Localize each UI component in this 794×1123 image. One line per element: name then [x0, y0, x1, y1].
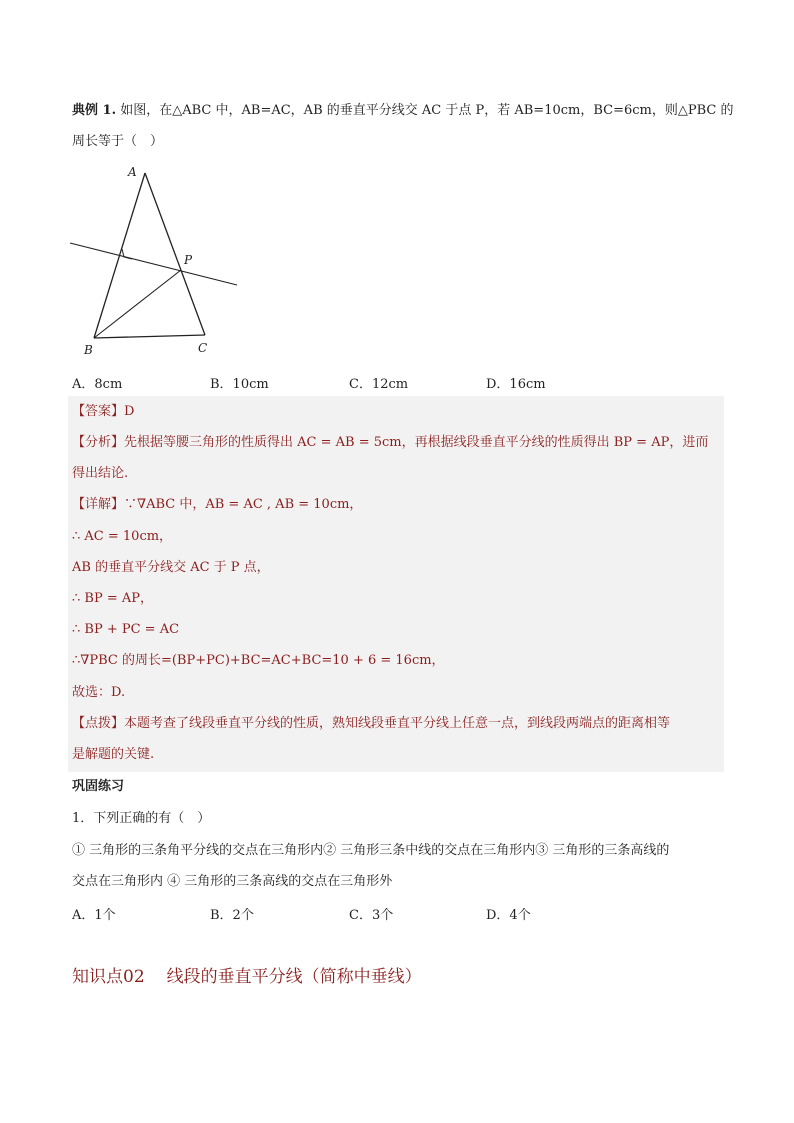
segment-bc: [94, 335, 205, 338]
example-text-2: 周长等于（ ）: [72, 134, 164, 149]
practice-option-c: C．3个: [349, 908, 394, 923]
answer-line: [72, 403, 134, 421]
perpendicular-bisector: [70, 243, 237, 285]
label-c: C: [198, 341, 208, 355]
section-title: 线段的垂直平分线（简称中垂线）: [166, 967, 422, 987]
option-c: C．12cm: [349, 377, 409, 392]
example-line-1: [72, 102, 733, 120]
segment-ac: [145, 173, 205, 335]
practice-option-d: D．4个: [486, 908, 531, 923]
analysis-text-2: 得出结论.: [72, 466, 129, 481]
option-d: D．16cm: [486, 377, 546, 392]
detail-text-4: ∴ BP = AP，: [72, 591, 153, 606]
tip-text-2: 是解题的关键.: [72, 747, 155, 762]
practice-text-1: ① 三角形的三条角平分线的交点在三角形内② 三角形三条中线的交点在三角形内③ 三角形的三条高线的: [72, 843, 670, 858]
segment-bp: [94, 270, 181, 338]
detail-text-2: ∴ AC = 10cm，: [72, 529, 173, 544]
right-angle-mark: [122, 249, 132, 259]
detail-text-3: AB 的垂直平分线交 AC 于 P 点，: [72, 560, 270, 575]
answer-value: D: [124, 404, 135, 419]
triangle-figure: [60, 158, 250, 358]
label-b: B: [84, 343, 93, 357]
detail-text-7: 故选：D.: [72, 685, 126, 700]
practice-option-a: A．1个: [72, 908, 116, 923]
analysis-text-1: 先根据等腰三角形的性质得出 AC = AB = 5cm，再根据线段垂直平分线的性质得出 BP = AP，进而: [124, 435, 709, 450]
answer-tag: 【答案】: [72, 404, 125, 419]
tip-text-1: 本题考查了线段垂直平分线的性质，熟知线段垂直平分线上任意一点，到线段两端点的距离相等: [124, 716, 671, 731]
section-label: 知识点02: [72, 967, 145, 987]
analysis-line-1: [72, 434, 708, 452]
tip-line-1: [72, 715, 670, 733]
detail-text-5: ∴ BP + PC = AC: [72, 622, 180, 637]
detail-line-1: [72, 496, 362, 514]
practice-question: 1．下列正确的有（ ）: [72, 811, 211, 826]
analysis-tag: 【分析】: [72, 435, 125, 450]
label-p: P: [184, 253, 193, 267]
detail-tag: 【详解】: [72, 497, 125, 512]
detail-text-1: ∵∇ABC 中，AB = AC , AB = 10cm，: [124, 497, 363, 512]
practice-option-b: B．2个: [210, 908, 254, 923]
practice-text-2: 交点在三角形内 ④ 三角形的三条高线的交点在三角形外: [72, 874, 393, 889]
practice-title: 巩固练习: [72, 779, 125, 794]
example-text-1: 如图，在△ABC 中，AB=AC，AB 的垂直平分线交 AC 于点 P，若 AB=10cm，BC=6cm，则△PBC 的: [120, 103, 734, 118]
option-b: B．10cm: [210, 377, 269, 392]
example-label: 典例 1.: [72, 103, 117, 118]
label-a: A: [128, 165, 137, 179]
section-heading: [72, 962, 444, 987]
tip-tag: 【点拨】: [72, 716, 125, 731]
option-a: A．8cm: [72, 377, 123, 392]
detail-text-6: ∴∇PBC 的周长=(BP+PC)+BC=AC+BC=10 + 6 = 16cm，: [72, 653, 445, 668]
